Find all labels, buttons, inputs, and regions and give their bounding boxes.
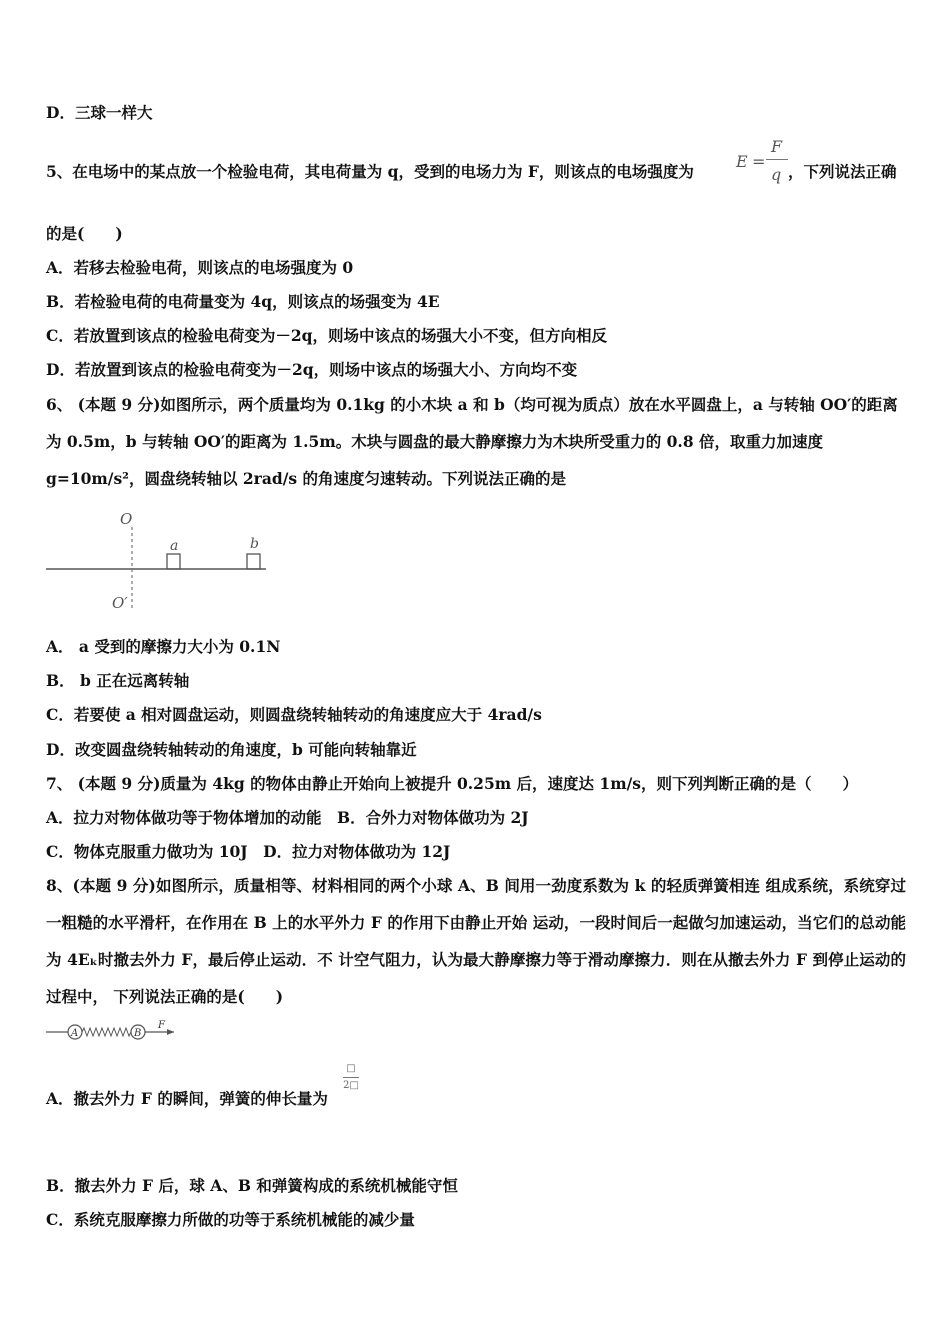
q5-stem-end: 的是( ) [46,224,123,243]
block-b-label: b [250,536,259,552]
formula-numerator: F [771,137,783,156]
formula-eq: = [752,152,766,171]
q6-stem-line3: g=10m/s²，圆盘绕转轴以 2rad/s 的角速度匀速转动。下列说法正确的是 [46,469,566,488]
q5-option-d: D．若放置到该点的检验电荷变为－2q，则场中该点的场强大小、方向均不变 [46,360,578,379]
q8-option-c: C．系统克服摩擦力所做的功等于系统机械能的减少量 [46,1210,415,1229]
q7-stem: 7、 (本题 9 分)质量为 4kg 的物体由静止开始向上被提升 0.25m 后，速度达 1m/s，则下列判断正确的是（ ） [46,774,858,793]
q6-option-a: A． a 受到的摩擦力大小为 0.1N [46,637,281,656]
spring [82,1028,131,1036]
q6-figure [46,505,276,615]
q6-stem-line1: 6、 (本题 9 分)如图所示，两个质量均为 0.1kg 的小木块 a 和 b（均可视为质点）放在水平圆盘上，a 与转轴 OO′的距离 [46,395,898,414]
block-b [247,554,260,569]
formula-lhs: E [736,152,748,171]
q6-stem-line2: 为 0.5m，b 与转轴 OO′的距离为 1.5m。木块与圆盘的最大静摩擦力为木块所受重力的 0.8 倍，取重力加速度 [46,432,824,451]
q5-option-b: B．若检验电荷的电荷量变为 4q，则该点的场强变为 4E [46,292,440,311]
q5-stem-mid: ，下列说法正确 [788,162,897,181]
spring-extension-fraction [343,1063,359,1092]
formula-denominator: q [771,165,782,184]
q6-option-b: B． b 正在远离转轴 [46,671,190,690]
axis-label-bottom: O′ [112,594,128,612]
axis-label-top: O [120,510,133,528]
q8-figure [46,1020,181,1044]
block-a-label: a [170,538,179,554]
fraction-bar [343,1077,359,1078]
ball-b-label: B [134,1028,142,1039]
formula-bar [766,159,788,160]
q7-options-ab: A．拉力对物体做功等于物体增加的动能 B．合外力对物体做功为 2J [46,808,529,827]
q8-option-a: A．撤去外力 F 的瞬间，弹簧的伸长量为 [46,1089,328,1108]
q8-stem: 8、(本题 9 分)如图所示，质量相等、材料相同的两个小球 A、B 间用一劲度系数为 k 的轻质弹簧相连 组成系统，系统穿过一粗糙的水平滑杆，在作用在 B 上的水平外力 F 的作用下由静止开始 运动，一段时间后一起做匀加速运动，当它们的总动能为 4Eₖ时撤去外力 F，最后停止运动．不 计空气阻力，认为最大静摩擦力等于滑动摩擦力．则在从撤去外力 F 到停止运动的过程中， 下列说法正确的是( ) [46,876,906,1006]
force-arrowhead [167,1029,174,1035]
force-label: F [158,1020,165,1031]
q5-stem-start: 5、在电场中的某点放一个检验电荷，其电荷量为 q，受到的电场力为 F，则该点的电场强度为 [46,162,694,181]
q5-option-c: C．若放置到该点的检验电荷变为－2q，则场中该点的场强大小不变，但方向相反 [46,326,607,345]
fraction-numerator: □ [346,1063,356,1074]
q5-option-a: A．若移去检验电荷，则该点的电场强度为 0 [46,258,354,277]
q8-option-b: B．撤去外力 F 后，球 A、B 和弹簧构成的系统机械能守恒 [46,1176,458,1195]
ball-a-label: A [71,1028,79,1039]
q6-option-c: C．若要使 a 相对圆盘运动，则圆盘绕转轴转动的角速度应大于 4rad/s [46,705,542,724]
q7-options-cd: C．物体克服重力做功为 10J D．拉力对物体做功为 12J [46,842,451,861]
fraction-denominator: 2□ [343,1080,359,1091]
q4-option-d: D．三球一样大 [46,103,153,122]
block-a [167,554,180,569]
q6-option-d: D．改变圆盘绕转轴转动的角速度，b 可能向转轴靠近 [46,740,417,759]
